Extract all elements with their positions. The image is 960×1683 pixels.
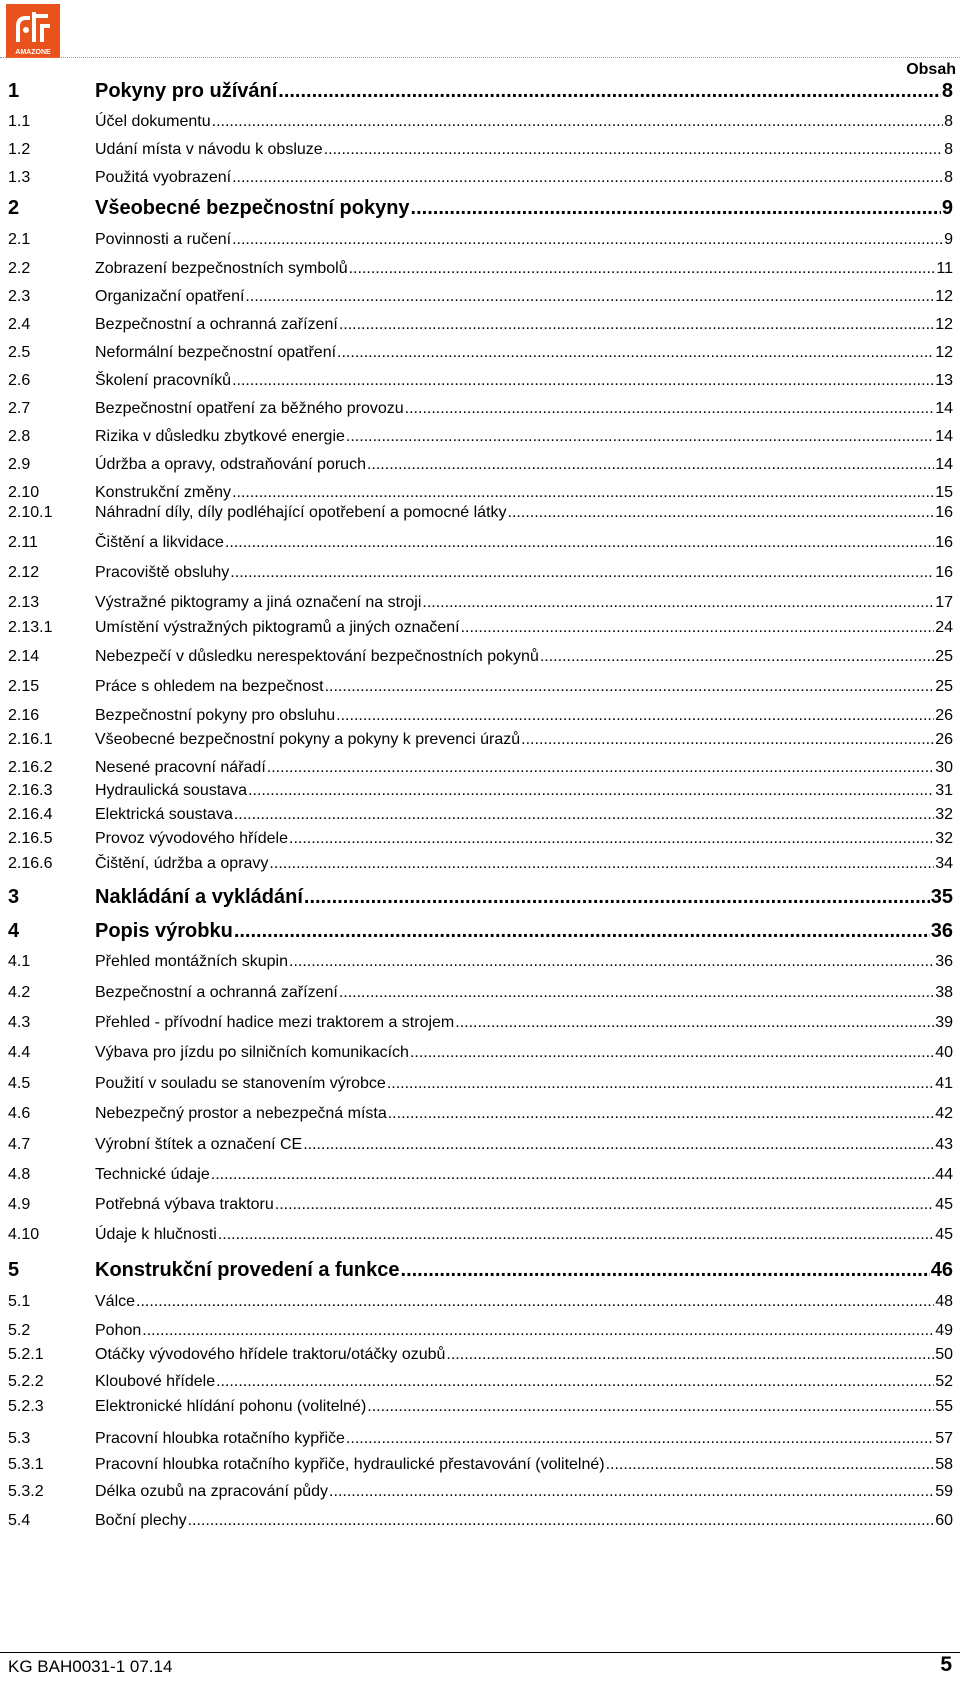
toc-number: 5.3.1 — [8, 1456, 44, 1473]
toc-title: Technické údaje — [95, 1166, 210, 1183]
toc-number: 2.14 — [8, 648, 40, 665]
toc-leader-dots — [303, 1136, 934, 1152]
toc-page-number: 50 — [935, 1346, 953, 1363]
toc-section-row[interactable] — [8, 1346, 953, 1364]
toc-chapter-row[interactable] — [8, 197, 953, 220]
toc-number: 1 — [8, 80, 20, 102]
toc-leader-dots — [325, 678, 935, 694]
toc-number: 4.3 — [8, 1014, 31, 1031]
toc-title: Náhradní díly, díly podléhající opotřebení a pomocné látky — [95, 504, 507, 521]
toc-page-number: 9 — [941, 197, 953, 219]
toc-leader-dots — [275, 1196, 934, 1212]
toc-leader-dots — [232, 372, 934, 388]
toc-leader-dots — [346, 428, 934, 444]
toc-number: 1.3 — [8, 169, 31, 186]
toc-leader-dots — [232, 484, 934, 500]
toc-chapter-row[interactable] — [8, 1259, 953, 1282]
toc-number: 4.9 — [8, 1196, 31, 1213]
toc-leader-dots — [218, 1226, 934, 1242]
toc-number: 5.3 — [8, 1430, 31, 1447]
toc-section-row[interactable] — [8, 806, 953, 824]
toc-section-row[interactable] — [8, 731, 953, 749]
toc-page-number: 44 — [935, 1166, 953, 1183]
toc-title: Čištění a likvidace — [95, 534, 224, 551]
toc-number: 2.4 — [8, 316, 31, 333]
toc-page-number: 40 — [935, 1044, 953, 1061]
toc-page-number: 31 — [935, 782, 953, 799]
toc-leader-dots — [142, 1322, 934, 1338]
toc-title: Pokyny pro užívání — [95, 80, 278, 102]
toc-page-number: 45 — [935, 1226, 953, 1243]
toc-page-number: 24 — [935, 619, 953, 636]
toc-page-number: 34 — [935, 855, 953, 872]
toc-page-number: 42 — [935, 1105, 953, 1122]
toc-title: Nesené pracovní nářadí — [95, 759, 266, 776]
toc-title: Popis výrobku — [95, 920, 233, 942]
toc-page-number: 59 — [935, 1483, 953, 1500]
toc-section-row[interactable] — [8, 231, 953, 249]
toc-page-number: 8 — [944, 141, 953, 158]
toc-leader-dots — [446, 1346, 934, 1362]
toc-leader-dots — [367, 1398, 934, 1414]
toc-section-row[interactable] — [8, 1014, 953, 1032]
toc-page-number: 35 — [930, 886, 953, 908]
toc-number: 2.16.2 — [8, 759, 53, 776]
toc-page-number: 25 — [935, 648, 953, 665]
toc-page-number: 46 — [930, 1259, 953, 1281]
logo-text: AMAZONE — [15, 49, 51, 56]
toc-leader-dots — [346, 1430, 934, 1446]
toc-leader-dots — [245, 288, 934, 304]
amazone-logo-mark — [6, 4, 60, 58]
toc-number: 5.2.3 — [8, 1398, 44, 1415]
toc-title: Čištění, údržba a opravy — [95, 855, 269, 872]
section-label: Obsah — [906, 61, 956, 78]
toc-page-number: 36 — [930, 920, 953, 942]
toc-leader-dots — [289, 953, 934, 969]
toc-section-row[interactable] — [8, 1136, 953, 1154]
toc-number: 2.16.4 — [8, 806, 53, 823]
toc-leader-dots — [339, 984, 934, 1000]
toc-number: 4.6 — [8, 1105, 31, 1122]
toc-leader-dots — [232, 231, 943, 247]
toc-page-number: 14 — [935, 400, 953, 417]
toc-page-number: 15 — [935, 484, 953, 501]
toc-title: Provoz vývodového hřídele — [95, 830, 288, 847]
toc-number: 2.3 — [8, 288, 31, 305]
toc-section-row[interactable] — [8, 372, 953, 390]
toc-leader-dots — [234, 920, 930, 940]
toc-page-number: 48 — [935, 1293, 953, 1310]
toc-title: Údržba a opravy, odstraňování poruch — [95, 456, 366, 473]
toc-page-number: 36 — [935, 953, 953, 970]
toc-number: 4.5 — [8, 1075, 31, 1092]
toc-section-row[interactable] — [8, 1483, 953, 1501]
toc-number: 4.2 — [8, 984, 31, 1001]
toc-title: Zobrazení bezpečnostních symbolů — [95, 260, 348, 277]
toc-leader-dots — [405, 400, 935, 416]
toc-number: 2.6 — [8, 372, 31, 389]
toc-number: 1.2 — [8, 141, 31, 158]
toc-number: 2.16 — [8, 707, 40, 724]
toc-title: Elektronické hlídání pohonu (volitelné) — [95, 1398, 367, 1415]
toc-page-number: 16 — [935, 504, 953, 521]
toc-leader-dots — [349, 260, 936, 276]
toc-title: Školení pracovníků — [95, 372, 232, 389]
toc-section-row[interactable] — [8, 1226, 953, 1244]
toc-page-number: 32 — [935, 806, 953, 823]
toc-leader-dots — [367, 456, 934, 472]
toc-page-number: 45 — [935, 1196, 953, 1213]
toc-page-number: 17 — [935, 594, 953, 611]
toc-number: 4.1 — [8, 953, 31, 970]
toc-page-number: 26 — [935, 707, 953, 724]
toc-title: Pracovní hloubka rotačního kypřiče — [95, 1430, 345, 1447]
toc-leader-dots — [211, 1166, 934, 1182]
toc-section-row[interactable] — [8, 678, 953, 696]
toc-page-number: 57 — [935, 1430, 953, 1447]
toc-title: Bezpečnostní pokyny pro obsluhu — [95, 707, 336, 724]
toc-section-row[interactable] — [8, 504, 953, 522]
toc-section-row[interactable] — [8, 1293, 953, 1311]
toc-title: Povinnosti a ručení — [95, 231, 232, 248]
toc-title: Pracoviště obsluhy — [95, 564, 230, 581]
toc-number: 4.10 — [8, 1226, 40, 1243]
toc-page-number: 12 — [935, 344, 953, 361]
toc-title: Všeobecné bezpečnostní pokyny a pokyny k prevenci úrazů — [95, 731, 521, 748]
toc-section-row[interactable] — [8, 782, 953, 800]
toc-title: Nebezpečný prostor a nebezpečná místa — [95, 1105, 387, 1122]
toc-title: Použitá vyobrazení — [95, 169, 232, 186]
toc-leader-dots — [422, 594, 934, 610]
toc-section-row[interactable] — [8, 1322, 953, 1340]
toc-title: Pohon — [95, 1322, 142, 1339]
toc-title: Údaje k hlučnosti — [95, 1226, 217, 1243]
toc-section-row[interactable] — [8, 484, 953, 502]
toc-number: 2.16.6 — [8, 855, 53, 872]
toc-chapter-row[interactable] — [8, 920, 953, 943]
toc-leader-dots — [304, 886, 930, 906]
toc-title: Přehled montážních skupin — [95, 953, 288, 970]
toc-number: 4.8 — [8, 1166, 31, 1183]
toc-section-row[interactable] — [8, 830, 953, 848]
toc-title: Umístění výstražných piktogramů a jiných označení — [95, 619, 460, 636]
toc-title: Nakládání a vykládání — [95, 886, 303, 908]
toc-section-row[interactable] — [8, 564, 953, 582]
toc-number: 2.15 — [8, 678, 40, 695]
toc-section-row[interactable] — [8, 113, 953, 131]
toc-page-number: 43 — [935, 1136, 953, 1153]
toc-section-row[interactable] — [8, 1196, 953, 1214]
toc-section-row[interactable] — [8, 1044, 953, 1062]
toc-section-row[interactable] — [8, 984, 953, 1002]
toc-leader-dots — [540, 648, 934, 664]
page-number: 5 — [940, 1653, 952, 1676]
toc-number: 5.2 — [8, 1322, 31, 1339]
toc-page-number: 12 — [935, 316, 953, 333]
toc-leader-dots — [289, 830, 934, 846]
toc-section-row[interactable] — [8, 1373, 953, 1391]
toc-leader-dots — [508, 504, 935, 520]
toc-section-row[interactable] — [8, 428, 953, 446]
toc-title: Konstrukční provedení a funkce — [95, 1259, 400, 1281]
header-divider — [0, 57, 960, 58]
toc-leader-dots — [216, 1373, 934, 1389]
toc-number: 2.10.1 — [8, 504, 53, 521]
toc-title: Výstražné piktogramy a jiná označení na stroji — [95, 594, 422, 611]
toc-chapter-row[interactable] — [8, 886, 953, 909]
toc-section-row[interactable] — [8, 1398, 953, 1416]
toc-section-row[interactable] — [8, 855, 953, 873]
toc-number: 3 — [8, 886, 20, 908]
toc-leader-dots — [388, 1105, 934, 1121]
toc-page-number: 14 — [935, 428, 953, 445]
toc-page-number: 12 — [935, 288, 953, 305]
toc-number: 4 — [8, 920, 20, 942]
toc-number: 5.2.2 — [8, 1373, 44, 1390]
toc-page-number: 49 — [935, 1322, 953, 1339]
toc-number: 5.1 — [8, 1293, 31, 1310]
toc-leader-dots — [234, 806, 934, 822]
toc-section-row[interactable] — [8, 707, 953, 725]
toc-title: Použití v souladu se stanovením výrobce — [95, 1075, 386, 1092]
toc-number: 5.3.2 — [8, 1483, 44, 1500]
toc-section-row[interactable] — [8, 316, 953, 334]
toc-section-row[interactable] — [8, 400, 953, 418]
toc-page-number: 30 — [935, 759, 953, 776]
toc-title: Potřebná výbava traktoru — [95, 1196, 274, 1213]
toc-section-row[interactable] — [8, 456, 953, 474]
toc-number: 2.8 — [8, 428, 31, 445]
toc-leader-dots — [188, 1512, 935, 1528]
toc-section-row[interactable] — [8, 1105, 953, 1123]
toc-number: 2.16.5 — [8, 830, 53, 847]
toc-page-number: 16 — [935, 534, 953, 551]
toc-number: 1.1 — [8, 113, 31, 130]
toc-page-number: 9 — [944, 231, 953, 248]
toc-leader-dots — [461, 619, 935, 635]
toc-title: Hydraulická soustava — [95, 782, 248, 799]
toc-number: 5.4 — [8, 1512, 31, 1529]
toc-section-row[interactable] — [8, 260, 953, 278]
toc-page-number: 8 — [944, 113, 953, 130]
toc-page-number: 60 — [935, 1512, 953, 1529]
toc-title: Délka ozubů na zpracování půdy — [95, 1483, 329, 1500]
toc-number: 5 — [8, 1259, 20, 1281]
toc-number: 2.2 — [8, 260, 31, 277]
toc-number: 2.11 — [8, 534, 38, 551]
toc-number: 5.2.1 — [8, 1346, 44, 1363]
toc-title: Udání místa v návodu k obsluze — [95, 141, 323, 158]
toc-leader-dots — [267, 759, 934, 775]
toc-title: Konstrukční změny — [95, 484, 232, 501]
toc-leader-dots — [232, 169, 943, 185]
toc-leader-dots — [278, 80, 941, 100]
toc-number: 2.10 — [8, 484, 40, 501]
toc-page-number: 8 — [944, 169, 953, 186]
toc-number: 2.13 — [8, 594, 40, 611]
toc-section-row[interactable] — [8, 169, 953, 187]
toc-section-row[interactable] — [8, 344, 953, 362]
toc-leader-dots — [455, 1014, 934, 1030]
toc-title: Všeobecné bezpečnostní pokyny — [95, 197, 410, 219]
toc-title: Pracovní hloubka rotačního kypřiče, hydraulické přestavování (volitelné) — [95, 1456, 605, 1473]
toc-title: Boční plechy — [95, 1512, 187, 1529]
toc-section-row[interactable] — [8, 1456, 953, 1474]
toc-title: Výrobní štítek a označení CE — [95, 1136, 303, 1153]
toc-number: 2 — [8, 197, 20, 219]
toc-page-number: 39 — [935, 1014, 953, 1031]
toc-number: 2.1 — [8, 231, 31, 248]
toc-leader-dots — [324, 141, 943, 157]
toc-number: 2.7 — [8, 400, 31, 417]
toc-number: 2.16.3 — [8, 782, 53, 799]
toc-leader-dots — [230, 564, 934, 580]
toc-page-number: 55 — [935, 1398, 953, 1415]
toc-number: 2.9 — [8, 456, 31, 473]
toc-leader-dots — [269, 855, 934, 871]
toc-number: 2.12 — [8, 564, 40, 581]
toc-leader-dots — [521, 731, 934, 747]
toc-page-number: 8 — [941, 80, 953, 102]
toc-title: Kloubové hřídele — [95, 1373, 216, 1390]
toc-title: Bezpečnostní opatření za běžného provozu — [95, 400, 404, 417]
toc-number: 2.16.1 — [8, 731, 53, 748]
toc-page-number: 38 — [935, 984, 953, 1001]
toc-page-number: 26 — [935, 731, 953, 748]
toc-leader-dots — [212, 113, 943, 129]
toc-title: Bezpečnostní a ochranná zařízení — [95, 984, 338, 1001]
toc-page-number: 25 — [935, 678, 953, 695]
toc-section-row[interactable] — [8, 1512, 953, 1530]
toc-section-row[interactable] — [8, 1430, 953, 1448]
toc-title: Elektrická soustava — [95, 806, 233, 823]
toc-page-number: 41 — [935, 1075, 953, 1092]
toc-leader-dots — [387, 1075, 934, 1091]
toc-leader-dots — [410, 1044, 934, 1060]
toc-title: Válce — [95, 1293, 136, 1310]
toc-leader-dots — [337, 344, 934, 360]
toc-page-number: 52 — [935, 1373, 953, 1390]
toc-section-row[interactable] — [8, 619, 953, 637]
toc-section-row[interactable] — [8, 648, 953, 666]
toc-title: Neformální bezpečnostní opatření — [95, 344, 337, 361]
toc-section-row[interactable] — [8, 534, 953, 552]
toc-chapter-row[interactable] — [8, 80, 953, 103]
toc-section-row[interactable] — [8, 141, 953, 159]
amazone-logo — [6, 4, 60, 58]
toc-title: Práce s ohledem na bezpečnost — [95, 678, 324, 695]
toc-page-number: 14 — [935, 456, 953, 473]
toc-section-row[interactable] — [8, 1075, 953, 1093]
footer-divider — [0, 1652, 960, 1653]
toc-title: Otáčky vývodového hřídele traktoru/otáčky ozubů — [95, 1346, 446, 1363]
toc-leader-dots — [136, 1293, 934, 1309]
toc-leader-dots — [401, 1259, 930, 1279]
toc-section-row[interactable] — [8, 1166, 953, 1184]
toc-title: Výbava pro jízdu po silničních komunikacích — [95, 1044, 409, 1061]
toc-section-row[interactable] — [8, 953, 953, 971]
toc-title: Nebezpečí v důsledku nerespektování bezpečnostních pokynů — [95, 648, 539, 665]
toc-leader-dots — [336, 707, 934, 723]
toc-leader-dots — [248, 782, 934, 798]
toc-leader-dots — [225, 534, 934, 550]
toc-title: Účel dokumentu — [95, 113, 211, 130]
toc-title: Přehled - přívodní hadice mezi traktorem a strojem — [95, 1014, 455, 1031]
toc-number: 4.7 — [8, 1136, 31, 1153]
toc-title: Organizační opatření — [95, 288, 245, 305]
toc-title: Bezpečnostní a ochranná zařízení — [95, 316, 338, 333]
toc-section-row[interactable] — [8, 288, 953, 306]
toc-page-number: 58 — [935, 1456, 953, 1473]
toc-number: 2.5 — [8, 344, 31, 361]
toc-leader-dots — [339, 316, 934, 332]
toc-leader-dots — [606, 1456, 935, 1472]
toc-leader-dots — [329, 1483, 934, 1499]
document-code: KG BAH0031-1 07.14 — [8, 1657, 173, 1676]
toc-page-number: 16 — [935, 564, 953, 581]
toc-section-row[interactable] — [8, 759, 953, 777]
toc-number: 2.13.1 — [8, 619, 53, 636]
toc-section-row[interactable] — [8, 594, 953, 612]
toc-page-number: 11 — [936, 260, 953, 277]
toc-number: 4.4 — [8, 1044, 31, 1061]
toc-title: Rizika v důsledku zbytkové energie — [95, 428, 345, 445]
toc-leader-dots — [411, 197, 941, 217]
toc-page-number: 13 — [935, 372, 953, 389]
toc-page-number: 32 — [935, 830, 953, 847]
